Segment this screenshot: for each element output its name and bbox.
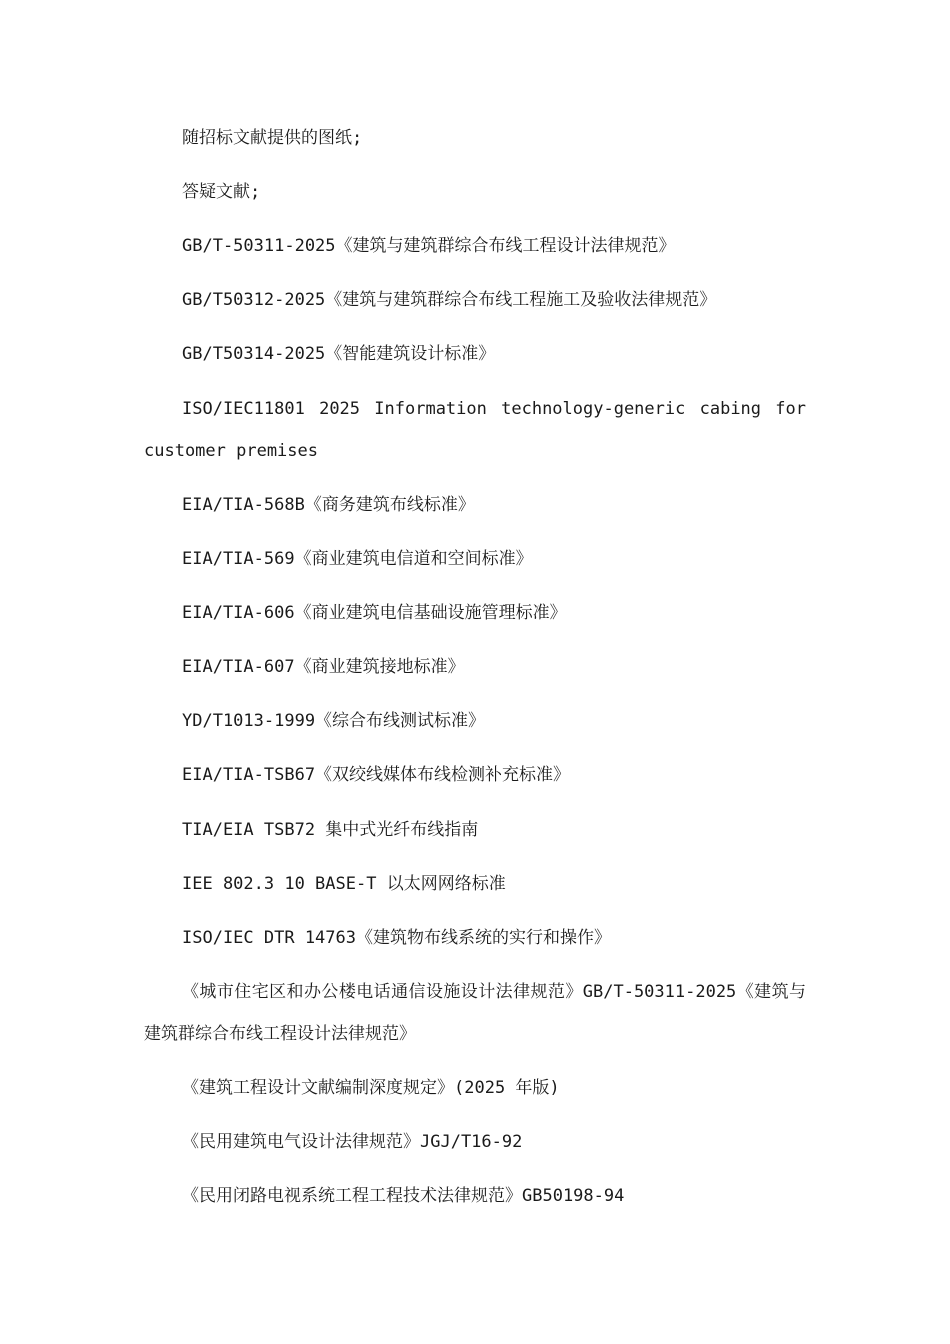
paragraph-yd-1013: YD/T1013-1999《综合布线测试标准》 [182,711,486,731]
paragraph-gb-50314: GB/T50314-2025《智能建筑设计标准》 [182,344,496,364]
paragraph-qa-documents: 答疑文献; [182,182,261,202]
paragraph-eia-607: EIA/TIA-607《商业建筑接地标准》 [182,657,465,677]
paragraph-eia-606: EIA/TIA-606《商业建筑电信基础设施管理标准》 [182,603,567,623]
paragraph-jgj-t16: 《民用建筑电气设计法律规范》JGJ/T16-92 [182,1132,523,1152]
paragraph-iee-802-3: IEE 802.3 10 BASE-T 以太网网络标准 [182,874,506,894]
paragraph-gb-50311: GB/T-50311-2025《建筑与建筑群综合布线工程设计法律规范》 [182,236,676,256]
paragraph-urban-telecom-spec: 《城市住宅区和办公楼电话通信设施设计法律规范》GB/T-50311-2025《建筑与建筑群综合布线工程设计法律规范》 [144,982,806,1044]
paragraph-iso-11801: ISO/IEC11801 2025 Information technology-generic cabing for customer premises [144,399,806,461]
paragraph-drawings: 随招标文献提供的图纸; [182,128,363,148]
paragraph-eia-569: EIA/TIA-569《商业建筑电信道和空间标准》 [182,549,533,569]
paragraph-gb-50198: 《民用闭路电视系统工程工程技术法律规范》GB50198-94 [182,1186,625,1206]
paragraph-tia-tsb72: TIA/EIA TSB72 集中式光纤布线指南 [182,820,479,840]
paragraph-eia-568b: EIA/TIA-568B《商务建筑布线标准》 [182,495,475,515]
paragraph-gb-50312: GB/T50312-2025《建筑与建筑群综合布线工程施工及验收法律规范》 [182,290,717,310]
paragraph-design-depth: 《建筑工程设计文献编制深度规定》(2025 年版) [182,1078,560,1098]
paragraph-eia-tsb67: EIA/TIA-TSB67《双绞线媒体布线检测补充标准》 [182,765,571,785]
paragraph-iso-dtr-14763: ISO/IEC DTR 14763《建筑物布线系统的实行和操作》 [182,928,611,948]
